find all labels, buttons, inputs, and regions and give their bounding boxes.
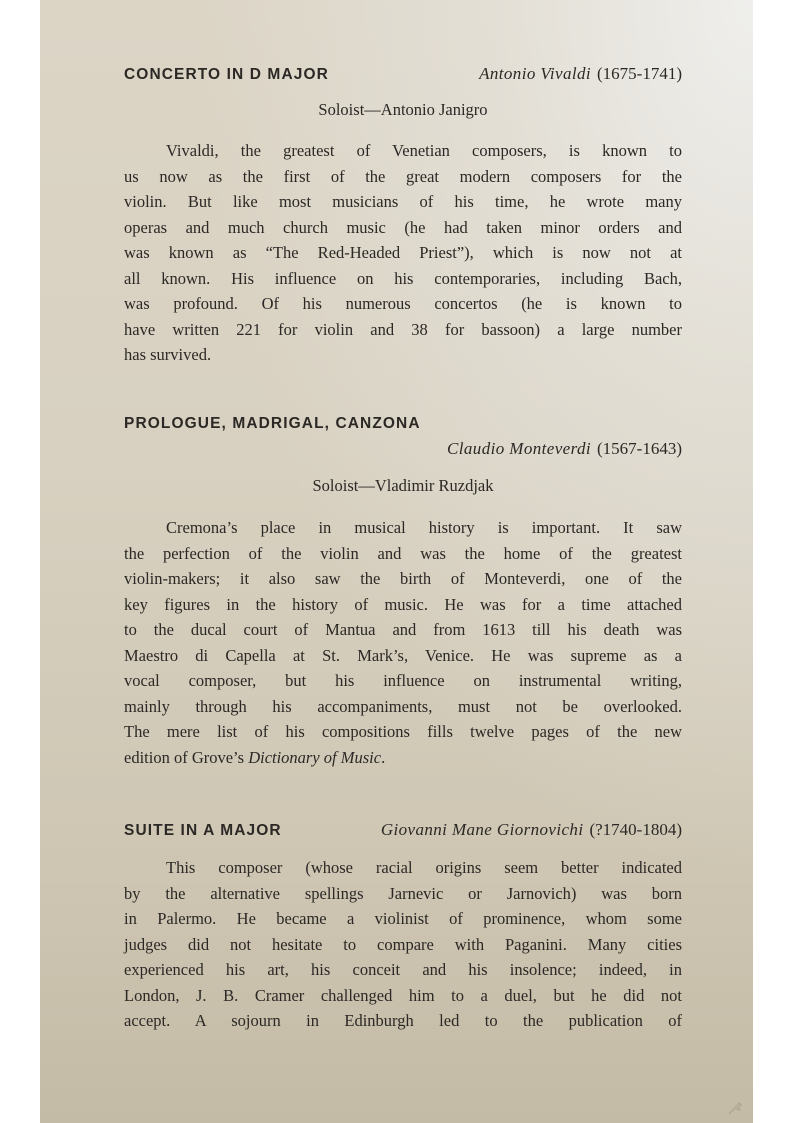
program-note	[124, 855, 682, 1034]
composer-credit	[381, 820, 682, 840]
composer-credit	[124, 439, 682, 463]
piece-heading	[124, 415, 682, 437]
piece-title: PROLOGUE, MADRIGAL, CANZONA	[124, 415, 421, 432]
text-line: to the ducal court of Mantua and from 1613 till his death was	[124, 620, 682, 639]
composer-dates: (?1740-1804)	[589, 820, 682, 839]
piece-title: CONCERTO IN D MAJOR	[124, 66, 329, 83]
text-line: The mere list of his compositions fills twelve pages of the new	[124, 722, 682, 741]
text-line: experienced his art, his conceit and his insolence; indeed, in	[124, 960, 682, 979]
text-line: This composer (whose racial origins seem better indicated	[166, 858, 682, 877]
text-line: operas and much church music (he had taken minor orders and	[124, 217, 682, 237]
soloist-line: Soloist—Antonio Janigro	[318, 100, 488, 119]
piece-heading	[124, 820, 682, 842]
text-line: have written 221 for violin and 38 for bassoon) a large number	[124, 319, 682, 339]
text-line: mainly through his accompaniments, must not be overlooked.	[124, 696, 682, 716]
piece-heading	[124, 64, 682, 86]
text-line: vocal composer, but his influence on instrumental writing,	[124, 671, 682, 690]
text-line: was profound. Of his numerous concertos (he is known to	[124, 294, 682, 313]
text-fragment: edition of Grove’s	[124, 747, 249, 767]
text-line: us now as the first of the great modern composers for the	[124, 166, 682, 186]
text-line	[124, 745, 682, 771]
text-line: was known as “The Red-Headed Priest”), which is now not at	[124, 243, 682, 262]
text-line: violin. But like most musicians of his time, he wrote many	[124, 192, 682, 211]
composer-name: Antonio Vivaldi	[479, 64, 592, 83]
piece-section-giornovichi	[124, 820, 682, 1034]
piece-section-monteverdi	[124, 415, 682, 770]
text-line: violin-makers; it also saw the birth of Monteverdi, one of the	[124, 569, 682, 588]
text-line: the perfection of the violin and was the home of the greatest	[124, 543, 682, 563]
composer-dates: (1567-1643)	[597, 439, 682, 458]
soloist-line: Soloist—Vladimir Ruzdjak	[312, 476, 494, 495]
composer-name: Claudio Monteverdi	[447, 439, 592, 458]
text-line: London, J. B. Cramer challenged him to a duel, but he did not	[124, 985, 682, 1005]
program-note	[124, 515, 682, 770]
text-line: by the alternative spellings Jarnevic or Jarnovich) was born	[124, 883, 682, 903]
book-title: Dictionary of Music	[248, 747, 382, 767]
piece-title: SUITE IN A MAJOR	[124, 822, 282, 839]
composer-credit	[479, 64, 682, 84]
piece-section-vivaldi	[124, 64, 682, 368]
text-line: Vivaldi, the greatest of Venetian composers, is known to	[166, 141, 682, 160]
text-line: Maestro di Capella at St. Mark’s, Venice. He was supreme as a	[124, 645, 682, 665]
paper-mark-icon	[727, 1101, 743, 1115]
program-note	[124, 138, 682, 368]
text-line: all known. His influence on his contemporaries, including Bach,	[124, 268, 682, 288]
text-fragment: .	[381, 747, 386, 767]
text-line: has survived.	[124, 345, 212, 364]
text-line: key figures in the history of music. He was for a time attached	[124, 594, 682, 614]
program-page	[40, 0, 753, 1123]
text-line: Cremona’s place in musical history is important. It saw	[166, 518, 682, 537]
composer-dates: (1675-1741)	[597, 64, 682, 83]
composer-name: Giovanni Mane Giornovichi	[380, 820, 584, 839]
text-line: accept. A sojourn in Edinburgh led to the publication of	[124, 1011, 682, 1030]
text-line: judges did not hesitate to compare with Paganini. Many cities	[124, 934, 682, 954]
text-line: in Palermo. He became a violinist of prominence, whom some	[124, 909, 682, 928]
